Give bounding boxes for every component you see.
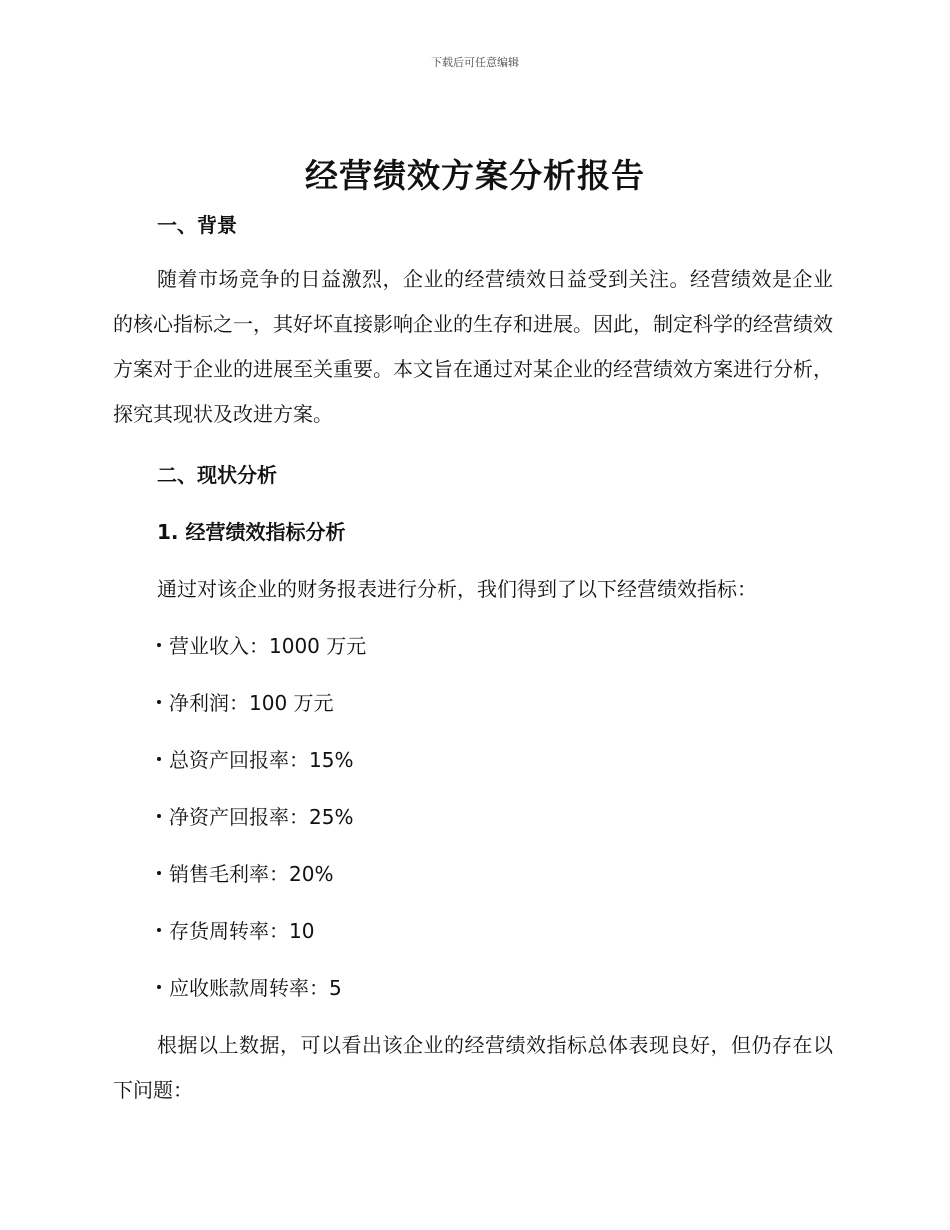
metrics-intro: 通过对该企业的财务报表进行分析，我们得到了以下经营绩效指标： bbox=[157, 577, 757, 601]
bullet-icon bbox=[157, 814, 161, 818]
list-item bbox=[157, 801, 353, 830]
bullet-icon bbox=[157, 871, 161, 875]
bullet-icon bbox=[157, 757, 161, 761]
list-item bbox=[157, 972, 342, 1001]
metric-text: 净资产回报率：25% bbox=[169, 805, 354, 829]
metric-text: 应收账款周转率：5 bbox=[169, 976, 342, 1000]
list-item bbox=[157, 630, 366, 659]
metric-text: 总资产回报率：15% bbox=[169, 748, 354, 772]
bullet-icon bbox=[157, 928, 161, 932]
background-paragraph: 随着市场竞争的日益激烈，企业的经营绩效日益受到关注。经营绩效是企业的核心指标之一，其好坏直接影响企业的生存和进展。因此，制定科学的经营绩效方案对于企业的进展至关重要。本文旨在通过对某企业的经营绩效方案进行分析，探究其现状及改进方案。 bbox=[113, 267, 833, 426]
document-title: 经营绩效方案分析报告 bbox=[305, 156, 645, 195]
list-item bbox=[157, 858, 333, 887]
list-item bbox=[157, 915, 314, 944]
list-item bbox=[157, 687, 334, 716]
metric-text: 净利润：100 万元 bbox=[169, 691, 334, 715]
list-item bbox=[157, 744, 353, 773]
metric-text: 营业收入：1000 万元 bbox=[169, 634, 367, 658]
subheading-metrics: 1. 经营绩效指标分析 bbox=[157, 520, 346, 544]
bullet-icon bbox=[157, 643, 161, 647]
header-note: 下载后可任意编辑 bbox=[431, 56, 519, 69]
bullet-icon bbox=[157, 700, 161, 704]
metric-text: 存货周转率：10 bbox=[169, 919, 315, 943]
metric-text: 销售毛利率：20% bbox=[169, 862, 334, 886]
bullet-icon bbox=[157, 985, 161, 989]
section-heading-background: 一、背景 bbox=[157, 213, 237, 237]
section-heading-status: 二、现状分析 bbox=[157, 463, 277, 487]
conclusion-paragraph: 根据以上数据，可以看出该企业的经营绩效指标总体表现良好，但仍存在以下问题： bbox=[113, 1033, 833, 1102]
